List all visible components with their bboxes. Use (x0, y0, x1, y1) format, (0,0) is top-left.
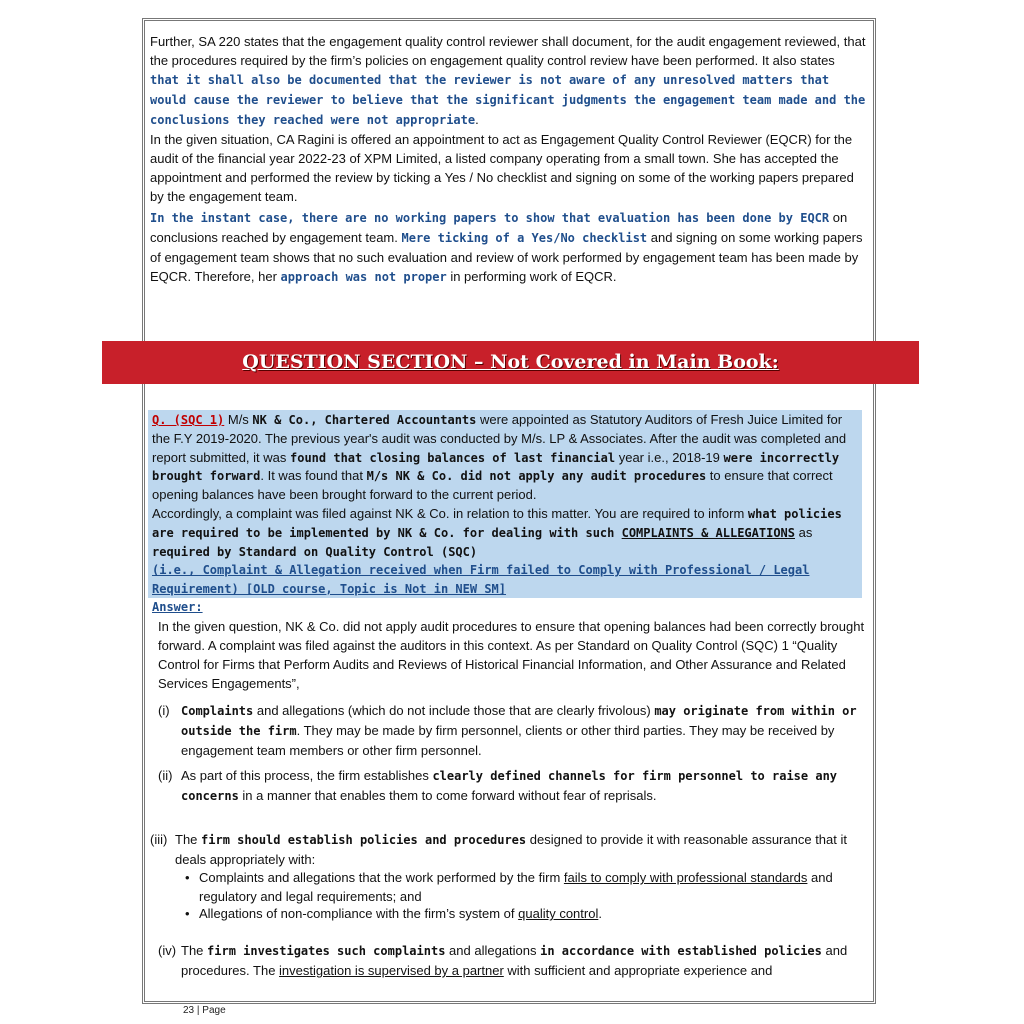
bold-text: M/s NK & Co. did not apply any audit procedures (366, 469, 707, 484)
text: The (181, 943, 208, 958)
text: on conclusions reached by engagement team. (150, 210, 848, 245)
answer-item-2 (181, 766, 866, 806)
highlight-text: Mere ticking of a Yes/No checklist (401, 231, 648, 245)
text: and regulatory and legal requirements; and (199, 870, 833, 904)
text: Accordingly, a complaint was filed against NK & Co. in relation to this matter. You are required to inform (152, 505, 748, 521)
bold-text: NK & Co., Chartered Accountants (252, 413, 477, 427)
bold-text: COMPLAINTS & ALLEGATIONS (621, 525, 795, 540)
list-number: (ii) (158, 768, 173, 783)
text: to ensure that correct opening balances have been brought forward to the current period. (152, 468, 833, 503)
bullet-icon: • (185, 870, 190, 885)
page-number: 23 | Page (183, 1005, 226, 1016)
answer-item-3 (175, 830, 866, 869)
answer-label (152, 598, 860, 617)
answer-bullet-2 (199, 904, 869, 923)
underlined-text: investigation is supervised by a partner (279, 963, 504, 978)
text: designed to provide it with reasonable assurance that it deals appropriately with: (175, 832, 847, 867)
text: . (475, 112, 479, 127)
text: . It was found that (260, 468, 367, 484)
bullet-icon: • (185, 906, 190, 921)
text: and allegations (445, 943, 541, 958)
highlight-text: In the instant case, there are no working papers to show that evaluation has been done by EQCR (150, 211, 830, 225)
bold-text: firm should establish policies and procedures (201, 833, 527, 847)
intro-paragraph-1 (150, 32, 866, 130)
answer-item-1 (181, 701, 866, 760)
intro-paragraph-3 (150, 208, 866, 287)
text: in performing work of EQCR. (446, 269, 617, 284)
text: Complaints and allegations that the work performed by the firm (199, 870, 564, 885)
underlined-text: quality control (518, 906, 599, 921)
intro-paragraph-2: In the given situation, CA Ragini is offered an appointment to act as Engagement Quality Control Reviewer (EQCR) for the audit of the financial year 2022-23 of XPM Limited, a listed company operating from a small town. She has accepted the appointment and performed the review by ticking a Yes / No checklist and signing on some of the working papers prepared by the engagement team. (150, 132, 854, 204)
bold-text: clearly defined channels for firm personnel to raise any concerns (181, 769, 838, 803)
text: were appointed as Statutory Auditors of Fresh Juice Limited for the F.Y 2019-2020. The previous year's audit was conducted by M/s. LP & Associates. After the audit was completed and report submitted, it was (152, 412, 847, 465)
text: The (175, 832, 202, 847)
section-title: QUESTION SECTION – Not Covered in Main Book: (242, 351, 779, 373)
underlined-text: fails to comply with professional standards (563, 870, 808, 885)
bold-text: were incorrectly brought forward (152, 450, 840, 484)
highlight-text: approach was not proper (280, 270, 447, 284)
text: M/s (224, 412, 253, 427)
bold-text: may originate from within or outside the firm (181, 704, 857, 738)
bold-text: what policies are required to be implemented by NK & Co. for dealing with such (152, 506, 842, 540)
text: as (795, 524, 813, 540)
bold-text: Complaints (181, 704, 254, 718)
text: Further, SA 220 states that the engagement quality control reviewer shall document, for the audit engagement reviewed, that the procedures required by the firm’s policies on engagement quality control review have been performed. It also states (150, 34, 866, 68)
question-text (152, 411, 860, 599)
highlight-text: (i.e., Complaint & Allegation received when Firm failed to Comply with Professional / Legal Requirement) [OLD course, Topic is Not in NEW SM] (152, 563, 810, 597)
text: and allegations (which do not include those that are clearly frivolous) (253, 703, 655, 718)
question-label: Q. (SQC 1) (152, 413, 225, 427)
text: . They may be made by firm personnel, clients or other third parties. They may be received by engagement team members or other firm personnel. (181, 723, 835, 758)
answer-bullet-1 (199, 868, 869, 906)
answer-intro: In the given question, NK & Co. did not apply audit procedures to ensure that opening balances had been correctly brought forward. A complaint was filed against the auditors in this context. As per Standard on Quality Control (SQC) 1 “Quality Control for Firms that Perform Audits and Reviews of Historical Financial Information, and Other Assurance and Related Services Engagements”, (158, 619, 865, 691)
text: . (598, 906, 602, 921)
text: As part of this process, the firm establishes (181, 768, 433, 783)
text: in a manner that enables them to come forward without fear of reprisals. (238, 788, 657, 803)
answer-item-4 (181, 941, 866, 980)
text: Allegations of non-compliance with the firm’s system of (199, 906, 519, 921)
text: and procedures. The (181, 943, 848, 978)
text: year i.e., 2018-19 (615, 449, 724, 465)
list-number: (iii) (150, 832, 168, 847)
bold-text: required by Standard on Quality Control (SQC) (152, 544, 478, 559)
list-number: (iv) (158, 943, 177, 958)
bold-text: firm investigates such complaints (207, 944, 446, 958)
text: and signing on some working papers of engagement team shows that no such evaluation and review of work performed by engagement team has been made by EQCR. Therefore, her (150, 230, 863, 284)
bold-text: found that closing balances of last financial (290, 450, 616, 465)
text: with sufficient and appropriate experience and (503, 963, 773, 978)
list-number: (i) (158, 703, 170, 718)
answer-heading: Answer: (152, 600, 203, 614)
highlight-text: that it shall also be documented that the reviewer is not aware of any unresolved matters that would cause the reviewer to believe that the significant judgments the engagement team made and the conclusions they reached were not appropriate (150, 73, 866, 127)
bold-text: in accordance with established policies (540, 944, 822, 958)
